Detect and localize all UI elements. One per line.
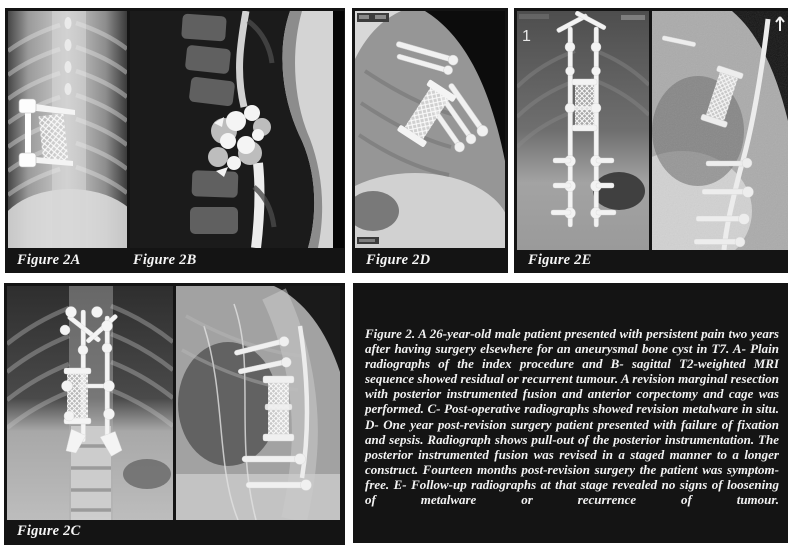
figure-2c-panel [4,283,345,545]
figure-caption-text: Figure 2. A 26-year-old male patient presented with persistent pain two years after having surgery elsewhere for an aneurysmal bone cyst in T7. A- Plain radiographs of the index procedure and B- sagittal T2-weighted MRI sequence showed residual or recurrent tumour. A revision marginal resection with posterior instrumented fusion and anterior corpectomy and cage was performed. C- Post-operative radiographs showed revision metalware in situ. D- One year post-revision surgery patient presented with failure of fixation and sepsis. Radiograph shows pull-out of the posterior instrumentation. The posterior instrumented fusion was revised in a staged manner to a longer construct. Fourteen months post-revision surgery the patient was symptom-free. E- Follow-up radiographs at that stage revealed no signs of loosening of metalware or recurrence of tumour. [365,326,779,508]
figure-2e-ap-radiograph [517,11,649,250]
figure-2d-images [355,11,505,248]
image-number-marker: 1 [522,28,531,45]
film-id-strip [621,15,645,20]
figure-2c-ap-radiograph [7,286,173,520]
film-marker-badge [357,237,379,244]
figure-2e-images [517,11,788,250]
figure-2c-label: Figure 2C [17,523,81,539]
mesh-cage-graphic [39,114,69,163]
figure-2b-label: Figure 2B [133,252,197,268]
figure-2b-mri [130,11,344,248]
figure-2a-label: Figure 2A [17,252,81,268]
figure-2e-lateral-radiograph [652,11,788,250]
figure-2ab-images [8,11,344,248]
rod-graphic [105,316,110,442]
figure-2c-images [7,286,340,520]
figure-2ab-panel [5,8,345,273]
figure-2a-radiograph [8,11,127,248]
figure-2d-panel [352,8,508,273]
film-id-strip [519,14,549,19]
figure-2d-label: Figure 2D [366,252,431,268]
figure-2e-panel [514,8,788,273]
figure-caption-panel [353,283,788,543]
figure-2e-label: Figure 2E [528,252,592,268]
figure-2d-radiograph [355,11,505,248]
figure-2c-lateral-radiograph [176,286,340,520]
timestamp-badge [357,13,389,22]
